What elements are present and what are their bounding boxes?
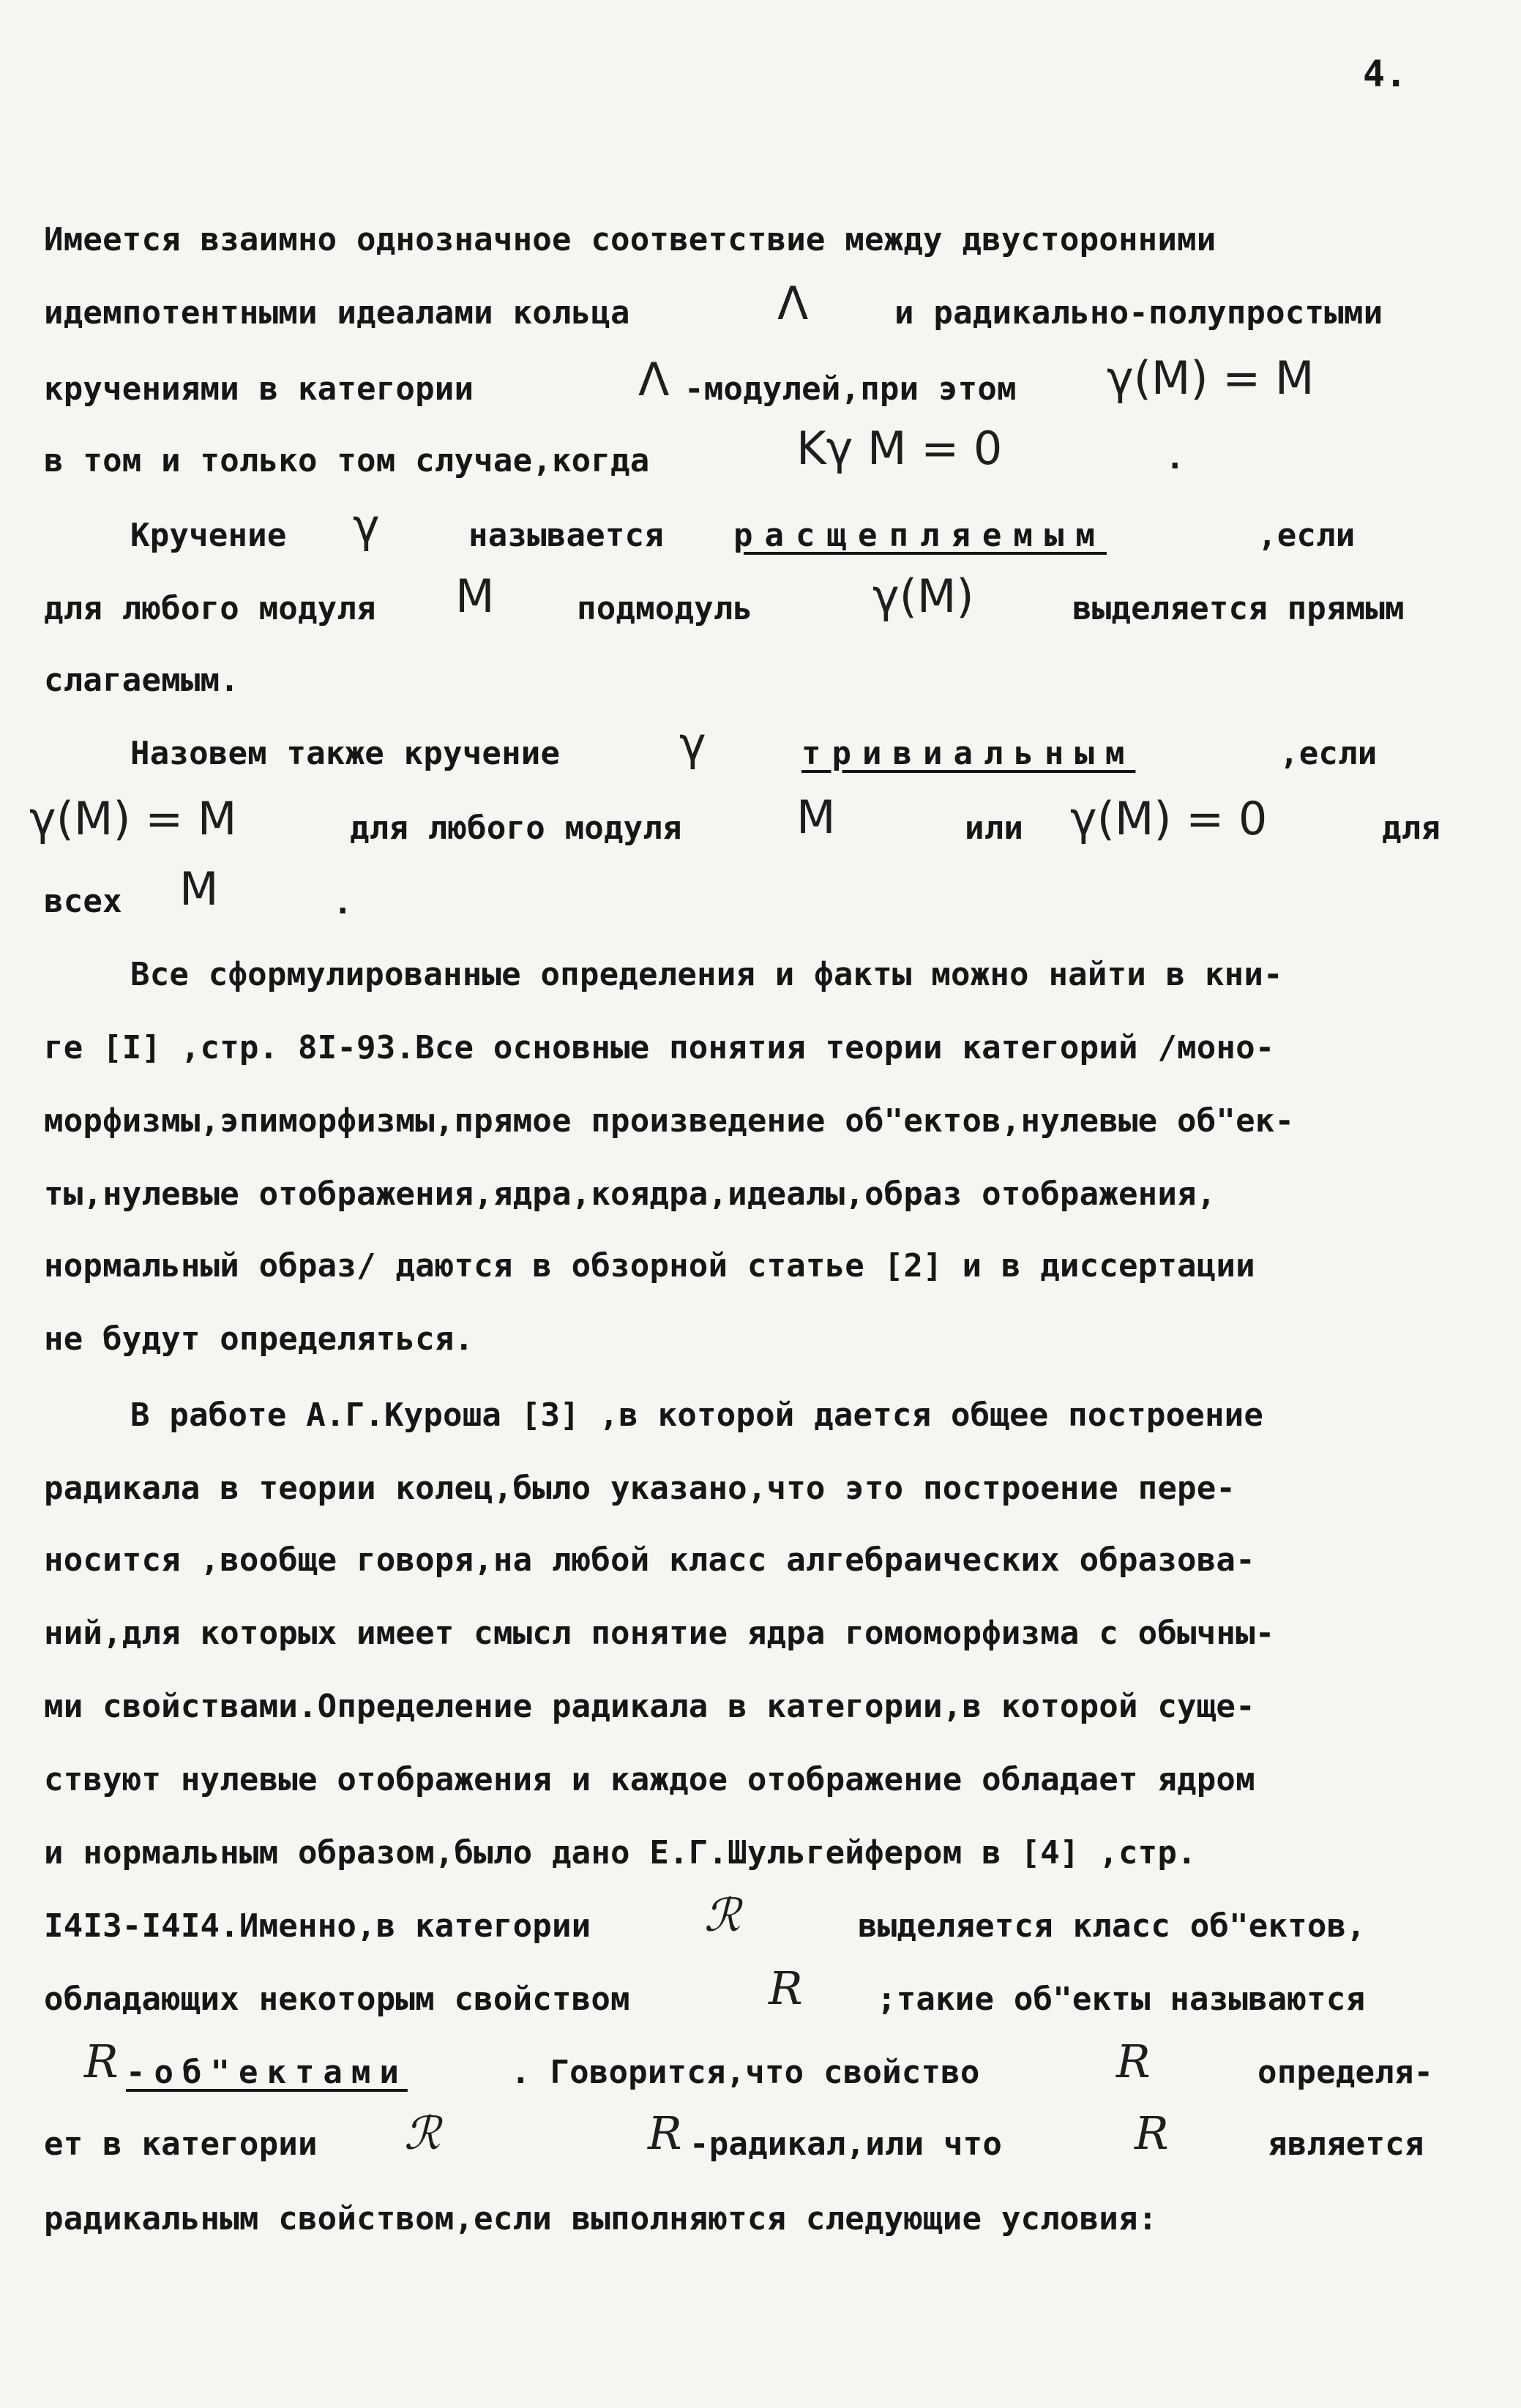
term-trivial: тривиальным bbox=[801, 735, 1136, 772]
text-line: I4I3-I4I4.Именно,в категории bbox=[44, 1907, 591, 1945]
M-symbol: M bbox=[455, 569, 495, 623]
text-line: ми свойствами.Определение радикала в категории,в которой суще- bbox=[44, 1688, 1255, 1725]
text-line: и нормальным образом,было дано Е.Г.Шульгейфером в [4] ,стр. bbox=[44, 1834, 1197, 1872]
period: . bbox=[333, 884, 353, 921]
text-line: выделяется класс об"ектов, bbox=[858, 1907, 1366, 1945]
text-line: В работе А.Г.Куроша [3] ,в которой дается общее построение bbox=[130, 1396, 1264, 1434]
term-split: расщепляемым bbox=[733, 517, 1107, 554]
R-symbol: R bbox=[1135, 2106, 1169, 2160]
text-line: не будут определяться. bbox=[44, 1320, 474, 1358]
text-line: ге [I] ,стр. 8I-93.Все основные понятия теории категорий /моно- bbox=[44, 1029, 1275, 1066]
text-line: нормальный образ/ даются в обзорной статье [2] и в диссертации bbox=[44, 1247, 1255, 1285]
page-number: 4. bbox=[1363, 53, 1408, 95]
R-symbol: R bbox=[648, 2106, 682, 2160]
text-line: является bbox=[1268, 2125, 1424, 2163]
text-line: называется bbox=[468, 517, 664, 554]
gamma-symbol: γ bbox=[353, 499, 380, 553]
lambda-symbol: Λ bbox=[638, 353, 670, 406]
text-line: . Говорится,что свойство bbox=[511, 2054, 980, 2091]
text-line: определя- bbox=[1257, 2054, 1434, 2091]
text-line: подмодуль bbox=[577, 590, 753, 627]
text-line: ,если bbox=[1257, 517, 1356, 554]
term-R-objects: -об"ектами bbox=[126, 2054, 408, 2091]
category-symbol: ℛ bbox=[404, 2106, 441, 2160]
text-line: в том и только том случае,когда bbox=[44, 442, 650, 479]
text-line: всех bbox=[44, 883, 122, 920]
text-line: или bbox=[965, 809, 1024, 847]
formula-gammaM-eq-M: γ(M) = M bbox=[29, 792, 237, 845]
text-line: ствуют нулевые отображения и каждое отображение обладает ядром bbox=[44, 1761, 1255, 1798]
text-line: для любого модуля bbox=[44, 590, 376, 627]
text-line: Имеется взаимно однозначное соответствие между двусторонними bbox=[44, 221, 1217, 258]
text-line: -модулей,при этом bbox=[684, 370, 1017, 408]
text-line: для bbox=[1382, 809, 1441, 847]
text-line: радикальным свойством,если выполняются следующие условия: bbox=[44, 2200, 1158, 2237]
M-symbol: M bbox=[796, 790, 836, 844]
text-line: ,если bbox=[1279, 735, 1378, 772]
text-line: Назовем также кручение bbox=[130, 735, 561, 772]
text-line: ний,для которых имеет смысл понятие ядра гомоморфизма с обычны- bbox=[44, 1615, 1275, 1652]
M-symbol: M bbox=[179, 862, 219, 916]
text-line: для любого модуля bbox=[350, 809, 682, 847]
text-line: кручениями в категории bbox=[44, 370, 474, 408]
text-line: ты,нулевые отображения,ядра,коядра,идеалы,образ отображения, bbox=[44, 1175, 1217, 1213]
text-line: обладающих некоторым свойством bbox=[44, 1981, 630, 2018]
R-symbol: R bbox=[769, 1962, 803, 2015]
text-line: слагаемым. bbox=[44, 662, 239, 699]
text-line: и радикально-полупростыми bbox=[894, 294, 1383, 332]
lambda-symbol: Λ bbox=[777, 277, 809, 330]
category-symbol: ℛ bbox=[704, 1888, 741, 1942]
text-line: Все сформулированные определения и факты можно найти в кни- bbox=[130, 956, 1283, 993]
gamma-symbol: γ bbox=[679, 717, 706, 771]
period: . bbox=[1165, 439, 1185, 476]
text-line: носится ,вообще говоря,на любой класс алгебраических образова- bbox=[44, 1541, 1255, 1579]
text-line: морфизмы,эпиморфизмы,прямое произведение об"ектов,нулевые об"ек- bbox=[44, 1102, 1295, 1140]
formula-gammaM: γ(M) bbox=[872, 569, 974, 623]
R-symbol: R bbox=[1116, 2035, 1151, 2088]
text-line: Кручение bbox=[130, 517, 287, 554]
text-line: выделяется прямым bbox=[1072, 590, 1405, 627]
text-span: идемпотентными идеалами кольца bbox=[44, 294, 630, 332]
formula-K-gamma-M: Kγ M = 0 bbox=[796, 422, 1003, 475]
text-line: -радикал,или что bbox=[690, 2125, 1003, 2163]
formula-gammaM-eq-0: γ(M) = 0 bbox=[1070, 792, 1268, 845]
R-symbol: R bbox=[84, 2035, 119, 2088]
text-line: ет в категории bbox=[44, 2125, 318, 2163]
formula-gammaM-eq-M: γ(M) = M bbox=[1107, 351, 1315, 405]
text-line: ;такие об"екты называются bbox=[877, 1981, 1366, 2018]
text-line: радикала в теории колец,было указано,что это построение пере- bbox=[44, 1470, 1236, 1507]
